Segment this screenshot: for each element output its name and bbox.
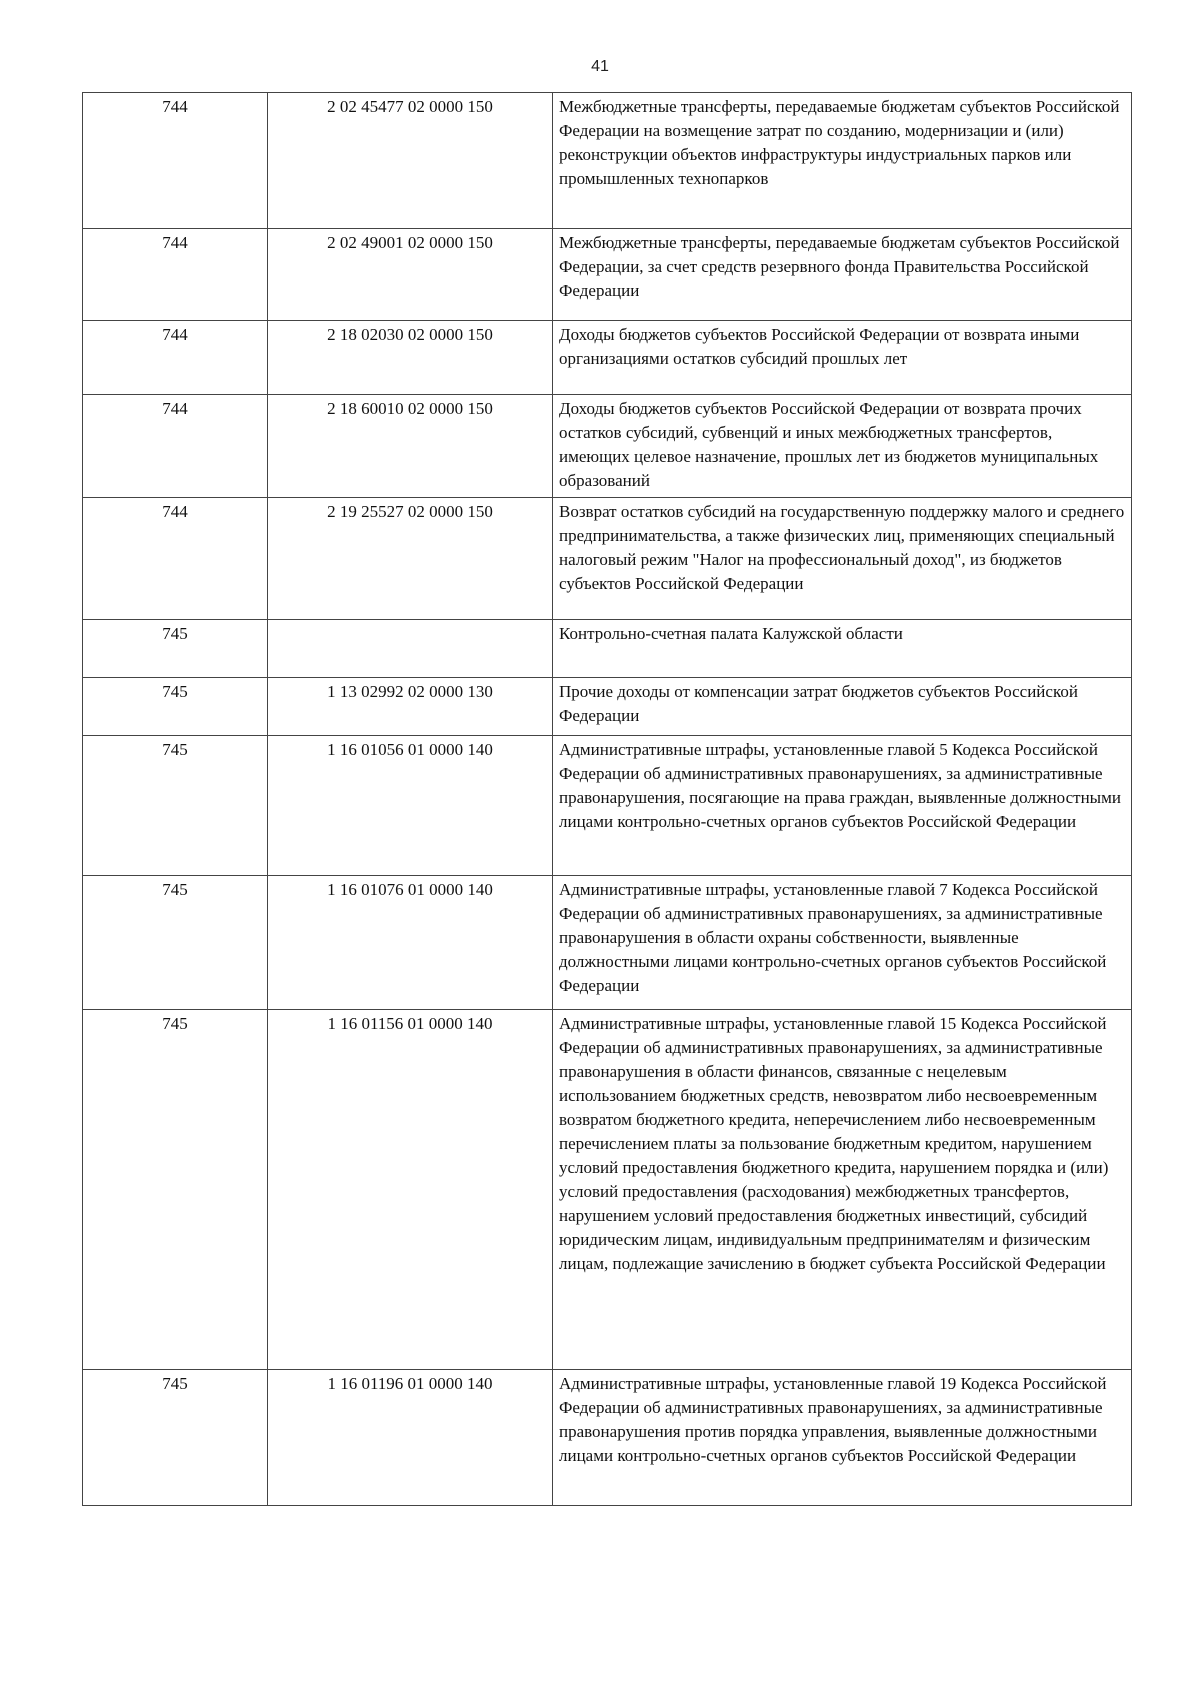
budget-code-cell: 2 02 45477 02 0000 150	[268, 93, 553, 229]
income-name-cell: Административные штрафы, установленные главой 15 Кодекса Российской Федерации об административных правонарушениях, за административные правонарушения в области финансов, связанные с нецелевым использованием бюджетных средств, невозвратом либо несвоевременным возвратом бюджетного кредита, неперечислением либо несвоевременным перечислением платы за пользование бюджетным кредитом, нарушением условий предоставления бюджетного кредита, нарушением порядка и (или) условий предоставления (расходования) межбюджетных трансфертов, нарушением условий предоставления бюджетных инвестиций, субсидий юридическим лицам, индивидуальным предпринимателям и физическим лицам, подлежащие зачислению в бюджет субъекта Российской Федерации	[553, 1010, 1132, 1370]
table-row	[83, 498, 1132, 620]
budget-code-cell: 1 16 01056 01 0000 140	[268, 736, 553, 876]
table-row	[83, 876, 1132, 1010]
table-row	[83, 229, 1132, 321]
income-name-cell: Прочие доходы от компенсации затрат бюджетов субъектов Российской Федерации	[553, 678, 1132, 736]
admin-code-cell: 744	[83, 498, 268, 620]
budget-code-cell: 2 18 02030 02 0000 150	[268, 321, 553, 395]
budget-code-cell: 1 13 02992 02 0000 130	[268, 678, 553, 736]
budget-code-cell: 2 18 60010 02 0000 150	[268, 395, 553, 498]
income-name-cell: Административные штрафы, установленные главой 7 Кодекса Российской Федерации об административных правонарушениях, за административные правонарушения в области охраны собственности, выявленные должностными лицами контрольно-счетных органов субъектов Российской Федерации	[553, 876, 1132, 1010]
income-name-cell: Доходы бюджетов субъектов Российской Федерации от возврата прочих остатков субсидий, субвенций и иных межбюджетных трансфертов, имеющих целевое назначение, прошлых лет из бюджетов муниципальных образований	[553, 395, 1132, 498]
admin-code-cell: 745	[83, 1370, 268, 1506]
admin-code-cell: 745	[83, 1010, 268, 1370]
income-name-cell: Административные штрафы, установленные главой 19 Кодекса Российской Федерации об административных правонарушениях, за административные правонарушения против порядка управления, выявленные должностными лицами контрольно-счетных органов субъектов Российской Федерации	[553, 1370, 1132, 1506]
table-row	[83, 678, 1132, 736]
admin-code-cell: 744	[83, 229, 268, 321]
admin-code-cell: 745	[83, 620, 268, 678]
admin-code-cell: 745	[83, 736, 268, 876]
table-row	[83, 1370, 1132, 1506]
table-row	[83, 620, 1132, 678]
income-name-cell: Административные штрафы, установленные главой 5 Кодекса Российской Федерации об административных правонарушениях, за административные правонарушения, посягающие на права граждан, выявленные должностными лицами контрольно-счетных органов субъектов Российской Федерации	[553, 736, 1132, 876]
budget-classification-table	[82, 92, 1132, 1506]
income-name-cell: Возврат остатков субсидий на государственную поддержку малого и среднего предпринимательства, а также физических лиц, применяющих специальный налоговый режим "Налог на профессиональный доход", из бюджетов субъектов Российской Федерации	[553, 498, 1132, 620]
table-row	[83, 1010, 1132, 1370]
admin-code-cell: 744	[83, 321, 268, 395]
budget-code-cell: 2 19 25527 02 0000 150	[268, 498, 553, 620]
budget-code-cell	[268, 620, 553, 678]
income-name-cell: Межбюджетные трансферты, передаваемые бюджетам субъектов Российской Федерации на возмещение затрат по созданию, модернизации и (или) реконструкции объектов инфраструктуры индустриальных парков или промышленных технопарков	[553, 93, 1132, 229]
admin-code-cell: 745	[83, 678, 268, 736]
table-row	[83, 736, 1132, 876]
table-row	[83, 321, 1132, 395]
admin-code-cell: 744	[83, 93, 268, 229]
budget-code-cell: 2 02 49001 02 0000 150	[268, 229, 553, 321]
page-number: 41	[591, 58, 609, 75]
admin-code-cell: 745	[83, 876, 268, 1010]
section-title-cell: Контрольно-счетная палата Калужской области	[553, 620, 1132, 678]
income-name-cell: Доходы бюджетов субъектов Российской Федерации от возврата иными организациями остатков субсидий прошлых лет	[553, 321, 1132, 395]
budget-code-cell: 1 16 01076 01 0000 140	[268, 876, 553, 1010]
table-row	[83, 93, 1132, 229]
budget-code-cell: 1 16 01196 01 0000 140	[268, 1370, 553, 1506]
admin-code-cell: 744	[83, 395, 268, 498]
income-name-cell: Межбюджетные трансферты, передаваемые бюджетам субъектов Российской Федерации, за счет средств резервного фонда Правительства Российской Федерации	[553, 229, 1132, 321]
table-row	[83, 395, 1132, 498]
budget-code-cell: 1 16 01156 01 0000 140	[268, 1010, 553, 1370]
